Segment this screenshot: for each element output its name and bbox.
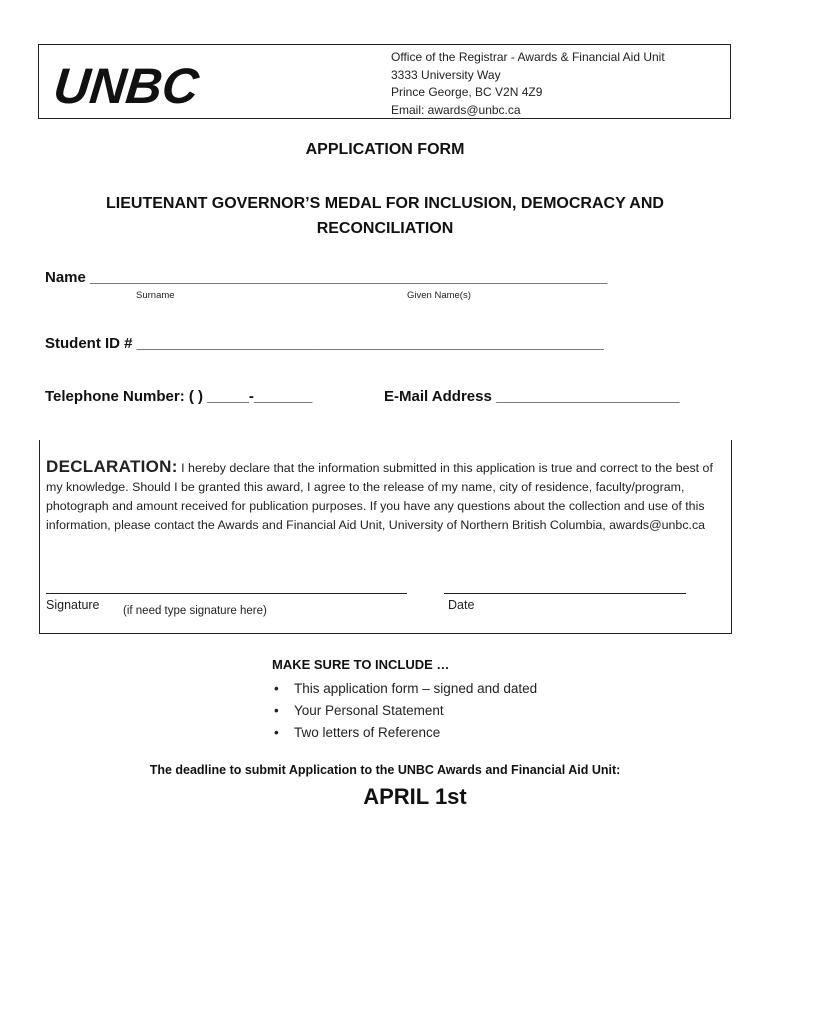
bullet-icon: • — [274, 681, 279, 696]
bullet-icon: • — [274, 725, 279, 740]
signature-note: (if need type signature here) — [123, 605, 267, 617]
date-line[interactable] — [444, 593, 686, 594]
signature-line[interactable] — [46, 593, 407, 594]
name-field[interactable]: Name ______________________________________________________________ — [45, 269, 608, 286]
office-email: Email: awards@unbc.ca — [391, 102, 521, 117]
student-id-field[interactable]: Student ID # ________________________________________________________ — [45, 335, 604, 352]
email-field[interactable]: E-Mail Address ______________________ — [384, 388, 680, 405]
given-name-label: Given Name(s) — [407, 290, 471, 301]
office-line: Office of the Registrar - Awards & Financial Aid Unit — [391, 50, 665, 64]
deadline-date: APRIL 1st — [363, 784, 467, 809]
date-label: Date — [448, 598, 475, 612]
include-item: • Your Personal Statement — [272, 700, 537, 722]
unbc-logo — [51, 57, 202, 115]
telephone-field[interactable]: Telephone Number: ( ) _____-_______ — [45, 388, 313, 405]
office-address — [391, 49, 665, 119]
medal-title-line: LIEUTENANT GOVERNOR’S MEDAL FOR INCLUSION, DEMOCRACY AND — [106, 195, 664, 212]
medal-title — [0, 191, 770, 241]
bullet-icon: • — [274, 703, 279, 718]
include-title: MAKE SURE TO INCLUDE … — [272, 657, 450, 672]
medal-title-line: RECONCILIATION — [316, 220, 454, 237]
surname-label: Surname — [136, 290, 175, 301]
include-list — [272, 678, 537, 744]
form-title: APPLICATION FORM — [305, 141, 465, 158]
office-line: 3333 University Way — [391, 67, 501, 82]
declaration-heading: DECLARATION: — [46, 457, 178, 476]
declaration-text — [46, 457, 726, 535]
svg-text:UNBC: UNBC — [51, 58, 202, 114]
include-item: • Two letters of Reference — [272, 722, 537, 744]
declaration-body: I hereby declare that the information submitted in this application is true and correct to the best of my knowledge. Should I be granted this award, I agree to the release of my name, city of residence, faculty/program, photograph and amount received for publication purposes. If you have any questions about the collection and use of this information, please contact the Awards and Financial Aid Unit, University of Northern British Columbia, awards@unbc.ca — [46, 461, 713, 532]
signature-label: Signature — [46, 598, 100, 612]
header-box — [38, 44, 731, 119]
declaration-box — [39, 440, 732, 634]
office-line: Prince George, BC V2N 4Z9 — [391, 85, 543, 99]
include-item: • This application form – signed and dated — [272, 678, 537, 700]
deadline-text: The deadline to submit Application to the UNBC Awards and Financial Aid Unit: — [149, 763, 621, 777]
